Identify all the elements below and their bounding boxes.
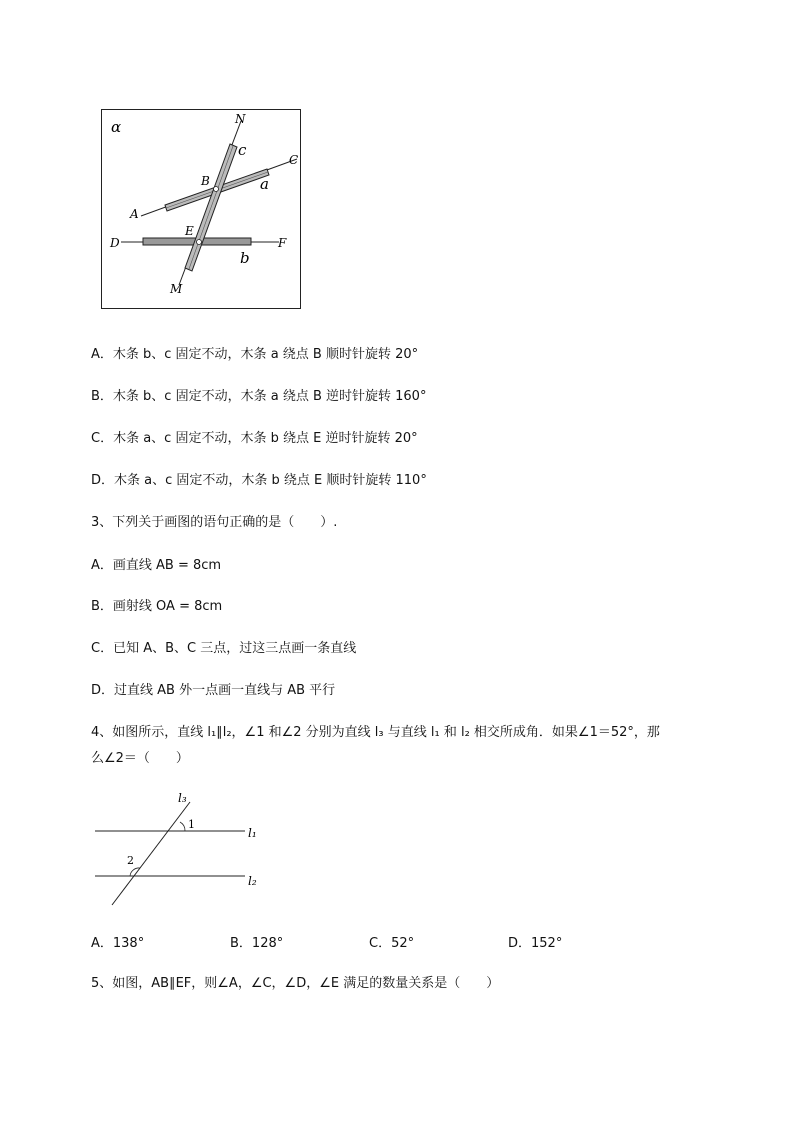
label-a-lower: a xyxy=(260,175,269,193)
q3-stem: 3、下列关于画图的语句正确的是（ ）. xyxy=(91,515,338,530)
q3-option-c: C．已知 A、B、C 三点，过这三点画一条直线 xyxy=(91,641,357,656)
q4-stem-line1: 4、如图所示，直线 l₁∥l₂，∠1 和∠2 分别为直线 l₃ 与直线 l₁ 和 l₂ 相交所成角．如果∠1＝52°，那 xyxy=(91,725,660,740)
q2-option-b: B．木条 b、c 固定不动，木条 a 绕点 B 逆时针旋转 160° xyxy=(91,389,427,404)
label-d: D xyxy=(110,236,120,250)
label-f: F xyxy=(278,236,287,250)
q3-option-b: B．画射线 OA = 8cm xyxy=(91,599,223,614)
q4-option-c: C．52° xyxy=(369,936,415,951)
parallel-lines-figure xyxy=(90,788,265,908)
label-n: N xyxy=(235,112,246,126)
label-e: E xyxy=(185,224,194,238)
q4-option-b: B．128° xyxy=(230,936,284,951)
angle-1-arc xyxy=(180,822,185,831)
label-b-lower: b xyxy=(240,249,250,267)
q4-option-d: D．152° xyxy=(508,936,563,951)
label-l3: l₃ xyxy=(178,791,187,805)
q2-option-a: A．木条 b、c 固定不动，木条 a 绕点 B 顺时针旋转 20° xyxy=(91,347,419,362)
q2-option-c: C．木条 a、c 固定不动，木条 b 绕点 E 逆时针旋转 20° xyxy=(91,431,418,446)
label-l1: l₁ xyxy=(248,826,257,840)
q3-option-d: D．过直线 AB 外一点画一直线与 AB 平行 xyxy=(91,683,336,698)
q2-option-d: D．木条 a、c 固定不动，木条 b 绕点 E 顺时针旋转 110° xyxy=(91,473,427,488)
q3-option-a: A．画直线 AB = 8cm xyxy=(91,558,222,573)
label-l2: l₂ xyxy=(248,874,257,888)
q4-options xyxy=(91,932,651,950)
label-angle-1: 1 xyxy=(188,818,195,831)
label-a-upper: A xyxy=(130,207,139,221)
label-m: M xyxy=(170,282,183,296)
line-l3 xyxy=(112,802,190,905)
label-angle-2: 2 xyxy=(127,854,134,867)
q4-stem-line2: 么∠2＝（ ） xyxy=(91,751,189,766)
label-c-lower: c xyxy=(238,141,247,159)
stick-rotation-figure xyxy=(101,109,301,309)
q5-stem: 5、如图，AB∥EF，则∠A，∠C，∠D，∠E 满足的数量关系是（ ） xyxy=(91,976,500,991)
label-c-upper: C xyxy=(289,153,299,167)
label-alpha: α xyxy=(111,118,122,136)
q4-option-a: A．138° xyxy=(91,936,145,951)
label-b-upper: B xyxy=(201,174,210,188)
